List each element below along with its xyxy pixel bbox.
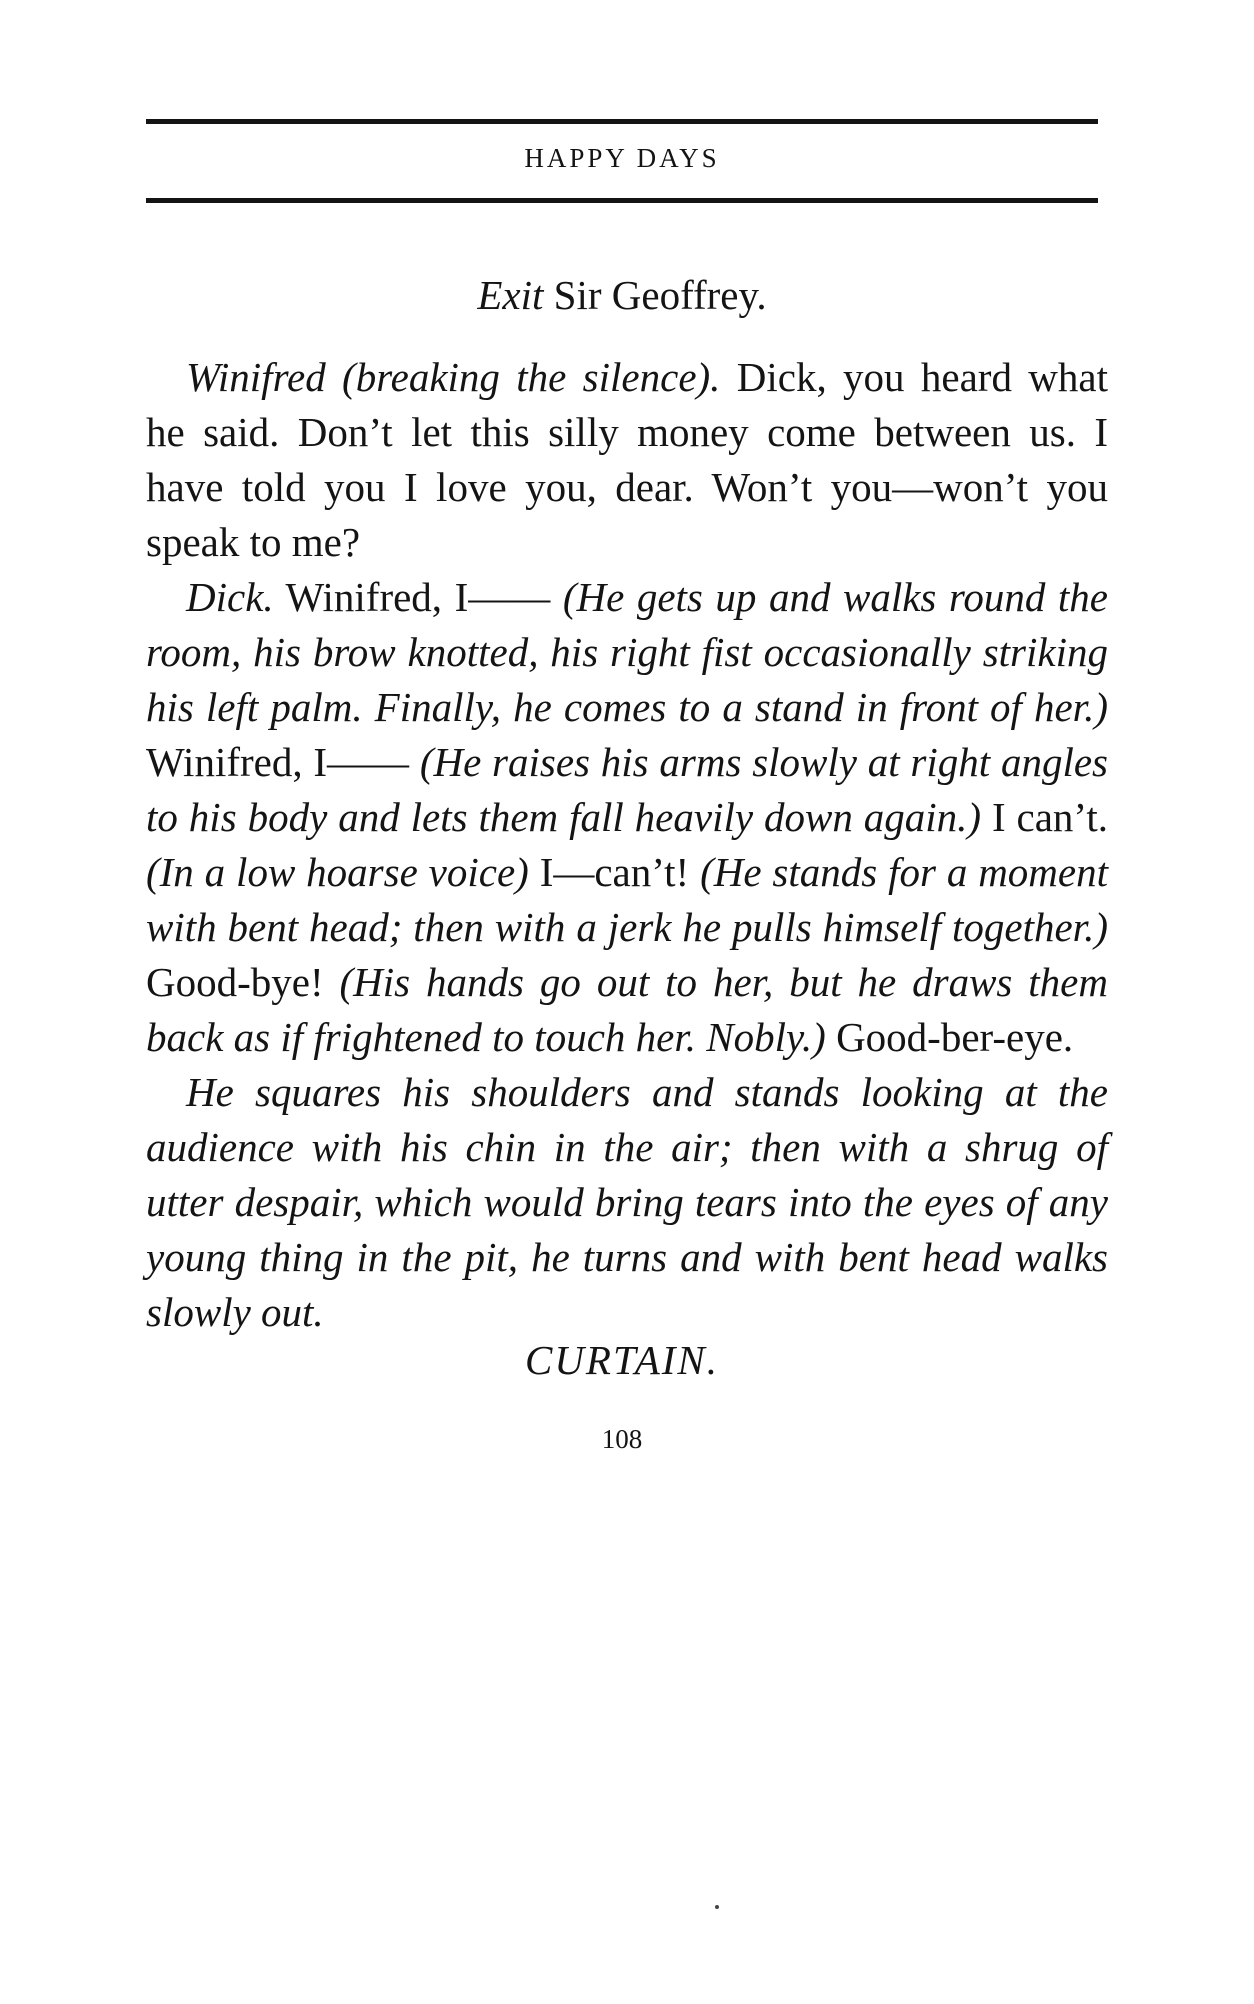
dick-direction-5: (His hands go out to her, but he draws them back as if frightened to touch her. Nobly.)	[146, 959, 1108, 1060]
dick-speech	[146, 570, 1108, 1065]
dick-line-5: Good-bye!	[146, 959, 340, 1005]
dick-line-6: Good-ber-eye.	[825, 1014, 1074, 1060]
dick-direction-4: (He stands for a moment with bent head; then with a jerk he pulls himself together.)	[146, 849, 1108, 950]
header-rule-top	[146, 119, 1098, 124]
exit-direction	[146, 268, 1098, 323]
dick-direction-3: (In a low hoarse voice)	[146, 849, 529, 895]
exit-word: Exit	[477, 272, 544, 318]
speaker-winifred: Winifred (breaking the silence).	[186, 354, 721, 400]
speaker-dick: Dick.	[186, 574, 274, 620]
dick-direction-2: (He raises his arms slowly at right angles to his body and lets them fall heavily down again.)	[146, 739, 1108, 840]
dick-line-1: Winifred, I——	[273, 574, 563, 620]
dick-line-3: I can’t.	[981, 794, 1108, 840]
curtain-direction: CURTAIN.	[524, 1337, 720, 1383]
running-head: HAPPY DAYS	[524, 143, 720, 173]
print-speck	[715, 1905, 719, 1909]
winifred-speech	[146, 350, 1108, 570]
play-text	[146, 350, 1108, 1340]
exit-character: Sir Geoffrey.	[543, 272, 767, 318]
page-number: 108	[601, 1424, 643, 1454]
dick-line-2: Winifred, I——	[146, 739, 420, 785]
winifred-dialogue: Dick, you heard what he said. Don’t let this silly money come between us. I have told you I love you, dear. Won’t you—won’t you speak to me?	[146, 354, 1108, 565]
dick-direction-1: (He gets up and walks round the room, his brow knotted, his right fist occasionally striking his left palm. Finally, he comes to a stand in front of her.)	[146, 574, 1109, 730]
dick-line-4: I—can’t!	[528, 849, 701, 895]
header-rule-bottom	[146, 198, 1098, 203]
closing-stage-direction: He squares his shoulders and stands looking at the audience with his chin in the air; then with a shrug of utter despair, which would bring tears into the eyes of any young thing in the pit, he turns and with bent head walks slowly out.	[146, 1069, 1108, 1335]
